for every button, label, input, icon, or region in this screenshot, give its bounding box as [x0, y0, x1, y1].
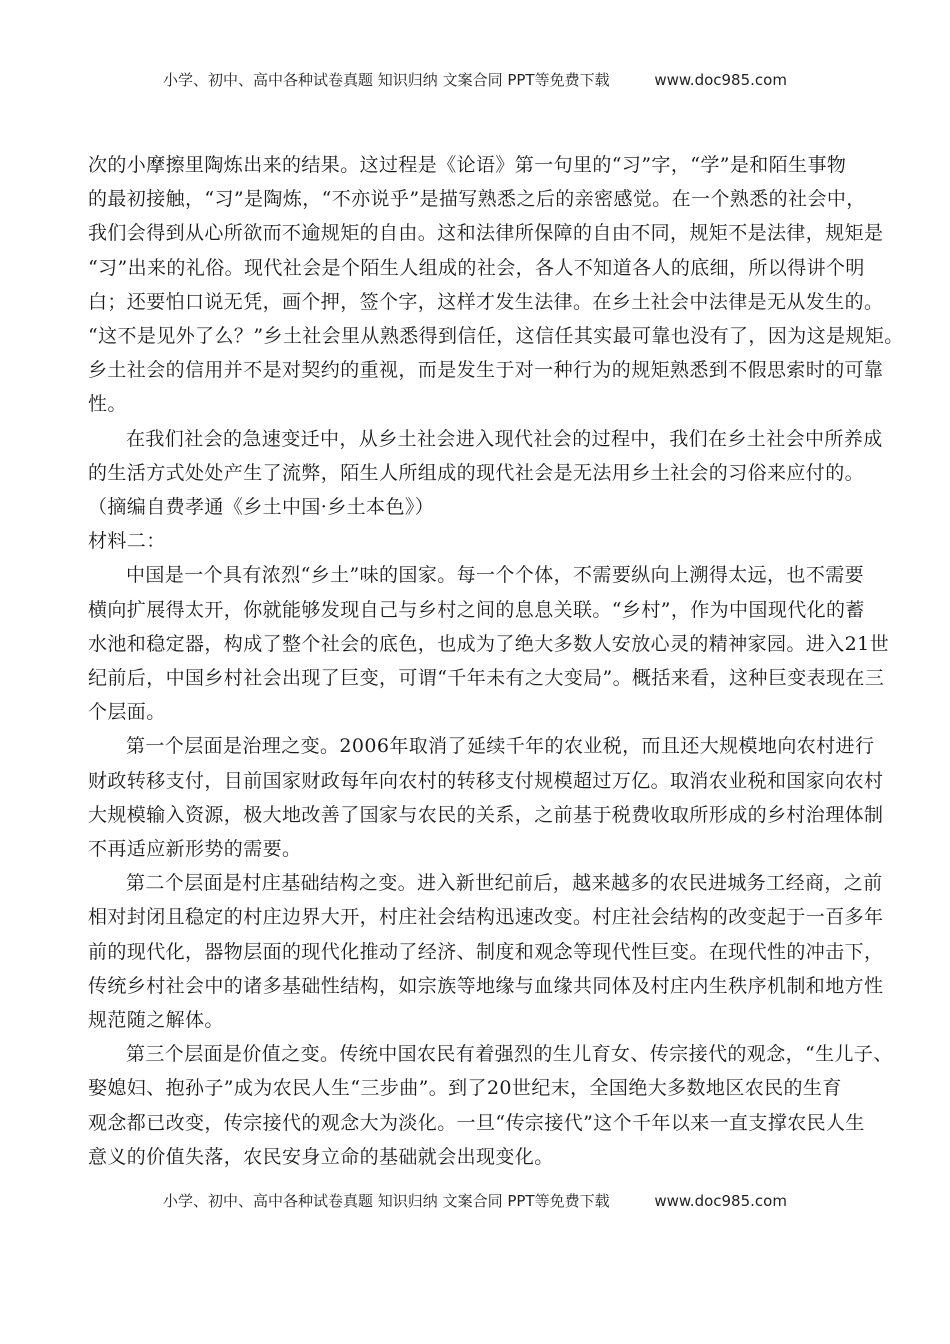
header-ad-text: 小学、初中、高中各种试卷真题 知识归纳 文案合同 PPT等免费下载: [163, 71, 610, 89]
text-line: 乡土社会的信用并不是对契约的重视，而是发生于对一种行为的规矩熟悉到不假思索时的可靠: [88, 359, 884, 382]
text-line: 的最初接触，“习”是陶炼，“不亦说乎”是描写熟悉之后的亲密感觉。在一个熟悉的社会中，: [88, 188, 866, 211]
paragraph-5: [88, 866, 884, 1037]
document-body: [88, 148, 904, 1174]
text-line: 在我们社会的急速变迁中，从乡土社会进入现代社会的过程中，我们在乡土社会中所养成: [126, 427, 883, 450]
footer-site-link[interactable]: www.doc985.com: [654, 1192, 787, 1210]
paragraph-2: [88, 422, 883, 490]
text-line: 性。: [88, 393, 127, 416]
citation: （摘编自费孝通《乡土中国·乡土本色》）: [88, 496, 435, 519]
paragraph-1: [88, 148, 904, 422]
text-line: 不再适应新形势的需要。: [88, 838, 302, 861]
text-line: 横向扩展得太开，你就能够发现自己与乡村之间的息息关联。“乡村”，作为中国现代化的蓄: [88, 598, 865, 621]
text-line: “这不是见外了么？”乡土社会里从熟悉得到信任，这信任其实最可靠也没有了，因为这是规矩。: [88, 325, 904, 348]
text-line: 大规模输入资源，极大地改善了国家与农民的关系，之前基于税费收取所形成的乡村治理体制: [88, 803, 884, 826]
text-line: 相对封闭且稳定的村庄边界大开，村庄社会结构迅速改变。村庄社会结构的改变起于一百多年: [88, 906, 884, 929]
text-line: 前的现代化，器物层面的现代化推动了经济、制度和观念等现代性巨变。在现代性的冲击下，: [88, 940, 884, 963]
text-line: 我们会得到从心所欲而不逾规矩的自由。这和法律所保障的自由不同，规矩不是法律，规矩是: [88, 222, 884, 245]
text-line: 的生活方式处处产生了流弊，陌生人所组成的现代社会是无法用乡土社会的习俗来应付的。: [88, 461, 865, 484]
text-line: 水池和稳定器，构成了整个社会的底色，也成为了绝大多数人安放心灵的精神家园。进入21世: [88, 632, 889, 655]
text-line: 传统乡村社会中的诸多基础性结构，如宗族等地缘与血缘共同体及村庄内生秩序机制和地方性: [88, 974, 884, 997]
paragraph-6: [88, 1037, 893, 1174]
page-footer: [0, 1190, 950, 1211]
text-line: 第一个层面是治理之变。2006年取消了延续千年的农业税，而且还大规模地向农村进行: [126, 735, 875, 758]
text-line: 纪前后，中国乡村社会出现了巨变，可谓“千年未有之大变局”。概括来看，这种巨变表现在三: [88, 667, 885, 690]
text-line: 规范随之解体。: [88, 1009, 224, 1032]
text-line: 白；还要怕口说无凭，画个押，签个字，这样才发生法律。在乡土社会中法律是无从发生的。: [88, 290, 884, 313]
text-line: 次的小摩擦里陶炼出来的结果。这过程是《论语》第一句里的“习”字，“学”是和陌生事物: [88, 154, 847, 176]
footer-ad-text: 小学、初中、高中各种试卷真题 知识归纳 文案合同 PPT等免费下载: [163, 1192, 610, 1210]
text-line: 中国是一个具有浓烈“乡土”味的国家。每一个个体，不需要纵向上溯得太远，也不需要: [126, 564, 865, 587]
text-line: 财政转移支付，目前国家财政每年向农村的转移支付规模超过万亿。取消农业税和国家向农村: [88, 769, 884, 792]
text-line: 意义的价值失落，农民安身立命的基础就会出现变化。: [88, 1145, 554, 1168]
page-header: [0, 69, 950, 90]
paragraph-3: [88, 558, 889, 729]
text-line: 第三个层面是价值之变。传统中国农民有着强烈的生儿育女、传宗接代的观念，“生儿子、: [126, 1043, 893, 1066]
text-line: 娶媳妇、抱孙子”成为农民人生“三步曲”。到了20世纪末，全国绝大多数地区农民的生育: [88, 1077, 842, 1100]
paragraph-4: [88, 729, 884, 866]
material-2-label: 材料二：: [88, 530, 166, 553]
header-site-link[interactable]: www.doc985.com: [654, 71, 787, 89]
text-line: 观念都已改变，传宗接代的观念大为淡化。一旦“传宗接代”这个千年以来一直支撑农民人生: [88, 1111, 865, 1134]
text-line: “习”出来的礼俗。现代社会是个陌生人组成的社会，各人不知道各人的底细，所以得讲个明: [88, 256, 865, 279]
text-line: 第二个层面是村庄基础结构之变。进入新世纪前后，越来越多的农民进城务工经商，之前: [126, 872, 883, 895]
text-line: 个层面。: [88, 701, 166, 724]
